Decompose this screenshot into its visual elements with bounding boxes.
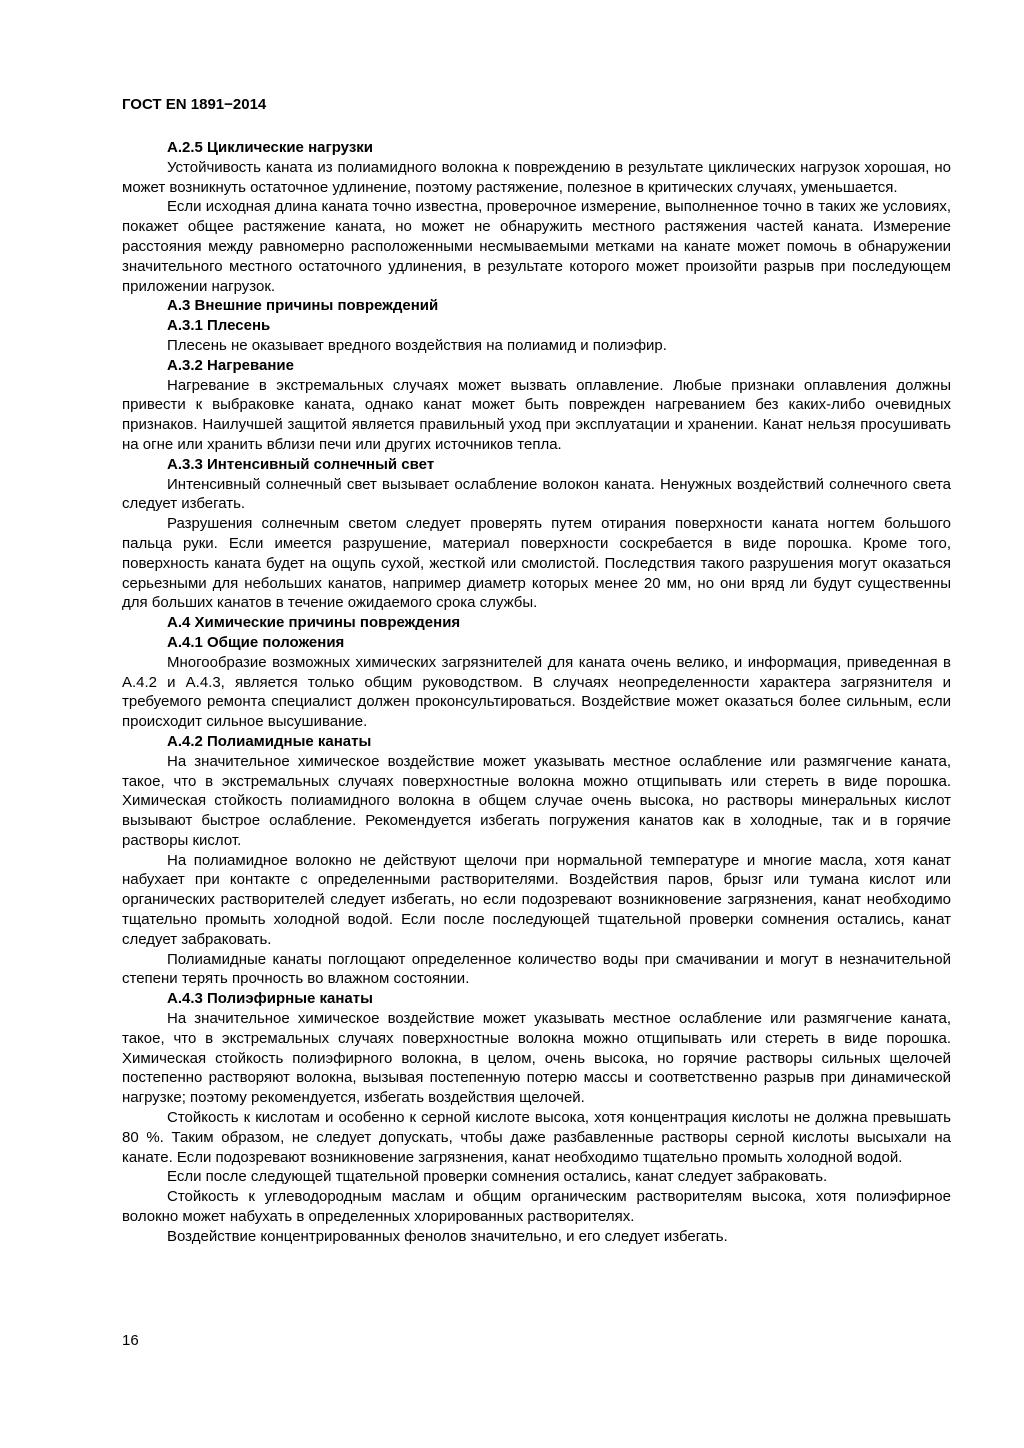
section-heading-a-4: А.4 Химические причины повреждения: [167, 614, 461, 632]
paragraph: Плесень не оказывает вредного воздействия на полиамид и полиэфир.: [167, 336, 667, 354]
paragraph: На значительное химическое воздействие может указывать местное ослабление или размягчение каната, такое, что в экстремальных случаях поверхностные волокна можно отщипывать или стереть в виде порошка. Химическая стойкость полиамидного волокна в общем случае очень высока, но растворы минеральных кислот вызывают быстрое ослабление. Рекомендуется избегать погружения канатов как в холодные, так и в горячие растворы кислот.: [122, 752, 951, 849]
document-body: [122, 138, 951, 1247]
paragraph: Стойкость к углеводородным маслам и общим органическим растворителям высока, хотя полиэфирное волокно может набухать в определенных хлорированных растворителях.: [122, 1188, 951, 1226]
section-heading-a-4-2: А.4.2 Полиамидные канаты: [167, 732, 372, 750]
paragraph: Если исходная длина каната точно известна, проверочное измерение, выполненное точно в таких же условиях, покажет общее растяжение каната, но может не обнаружить местного растяжения частей каната. Измерение расстояния между равномерно расположенными несмываемыми метками на канате может помочь в обнаружении значительного местного остаточного удлинения, в результате которого может произойти разрыв при последующем приложении нагрузок.: [122, 198, 951, 295]
section-heading-a-2-5: А.2.5 Циклические нагрузки: [167, 139, 374, 156]
paragraph: На полиамидное волокно не действуют щелочи при нормальной температуре и многие масла, хотя канат набухает при контакте с определенными растворителями. Воздействия паров, брызг или тумана кислот или органических растворителей следует избегать, но если подозревают возникновение загрязнения, канат необходимо тщательно промыть холодной водой. Если после последующей тщательной проверки сомнения остались, канат следует забраковать.: [122, 851, 951, 948]
section-heading-a-3-3: А.3.3 Интенсивный солнечный свет: [167, 455, 435, 473]
paragraph: Разрушения солнечным светом следует проверять путем отирания поверхности каната ногтем большого пальца руки. Если имеется разрушение, материал поверхности соскребается в виде порошка. Кроме того, поверхность каната будет на ощупь сухой, жесткой или смолистой. Последствия такого разрушения могут оказаться серьезными для небольших канатов, например диаметр которых менее 20 мм, но они вряд ли будут существенны для больших канатов в течение ожидаемого срока службы.: [122, 515, 951, 612]
paragraph: Воздействие концентрированных фенолов значительно, и его следует избегать.: [167, 1227, 728, 1245]
paragraph: Полиамидные канаты поглощают определенное количество воды при смачивании и могут в незначительной степени терять прочность во влажном состоянии.: [122, 950, 951, 988]
page-number: 16: [122, 1332, 139, 1349]
section-heading-a-3: А.3 Внешние причины повреждений: [167, 297, 439, 315]
section-heading-a-3-2: А.3.2 Нагревание: [167, 356, 294, 374]
paragraph: Если после следующей тщательной проверки сомнения остались, канат следует забраковать.: [167, 1168, 828, 1186]
paragraph: Устойчивость каната из полиамидного волокна к повреждению в результате циклических нагрузок хорошая, но может возникнуть остаточное удлинение, поэтому растяжение, полезное в критических случаях, уменьшается.: [122, 158, 951, 196]
paragraph: Стойкость к кислотам и особенно к серной кислоте высока, хотя концентрация кислоты не должна превышать 80 %. Таким образом, не следует допускать, чтобы даже разбавленные растворы серной кислоты высыхали на канате. Если подозревают возникновение загрязнения, канат необходимо тщательно промыть холодной водой.: [122, 1109, 951, 1166]
paragraph: Нагревание в экстремальных случаях может вызвать оплавление. Любые признаки оплавления должны привести к выбраковке каната, однако канат может быть поврежден нагреванием без каких-либо очевидных признаков. Наилучшей защитой является правильный уход при эксплуатации и хранении. Канат нельзя просушивать на огне или хранить вблизи печи или других источников тепла.: [122, 376, 951, 453]
paragraph: На значительное химическое воздействие может указывать местное ослабление или размягчение каната, такое, что в экстремальных случаях поверхностные волокна можно отщипывать или стереть в виде порошка. Химическая стойкость полиэфирного волокна, в целом, очень высока, но горячие растворы сильных щелочей постепенно растворяют волокна, вызывая постепенную потерю массы и соответственно разрыв при динамической нагрузке; поэтому рекомендуется, избегать воздействия щелочей.: [122, 1010, 951, 1107]
section-heading-a-4-3: А.4.3 Полиэфирные канаты: [167, 990, 373, 1008]
paragraph: Интенсивный солнечный свет вызывает ослабление волокон каната. Ненужных воздействий солнечного света следует избегать.: [122, 475, 951, 513]
document-header: ГОСТ EN 1891−2014: [122, 96, 267, 113]
section-heading-a-3-1: А.3.1 Плесень: [167, 317, 271, 335]
section-heading-a-4-1: А.4.1 Общие положения: [167, 633, 345, 651]
paragraph: Многообразие возможных химических загрязнителей для каната очень велико, и информация, приведенная в А.4.2 и А.4.3, является только общим руководством. В случаях неопределенности характера загрязнителя и требуемого ремонта специалист должен проконсультироваться. Воздействие может оказаться более сильным, если происходит сильное высушивание.: [122, 653, 951, 731]
